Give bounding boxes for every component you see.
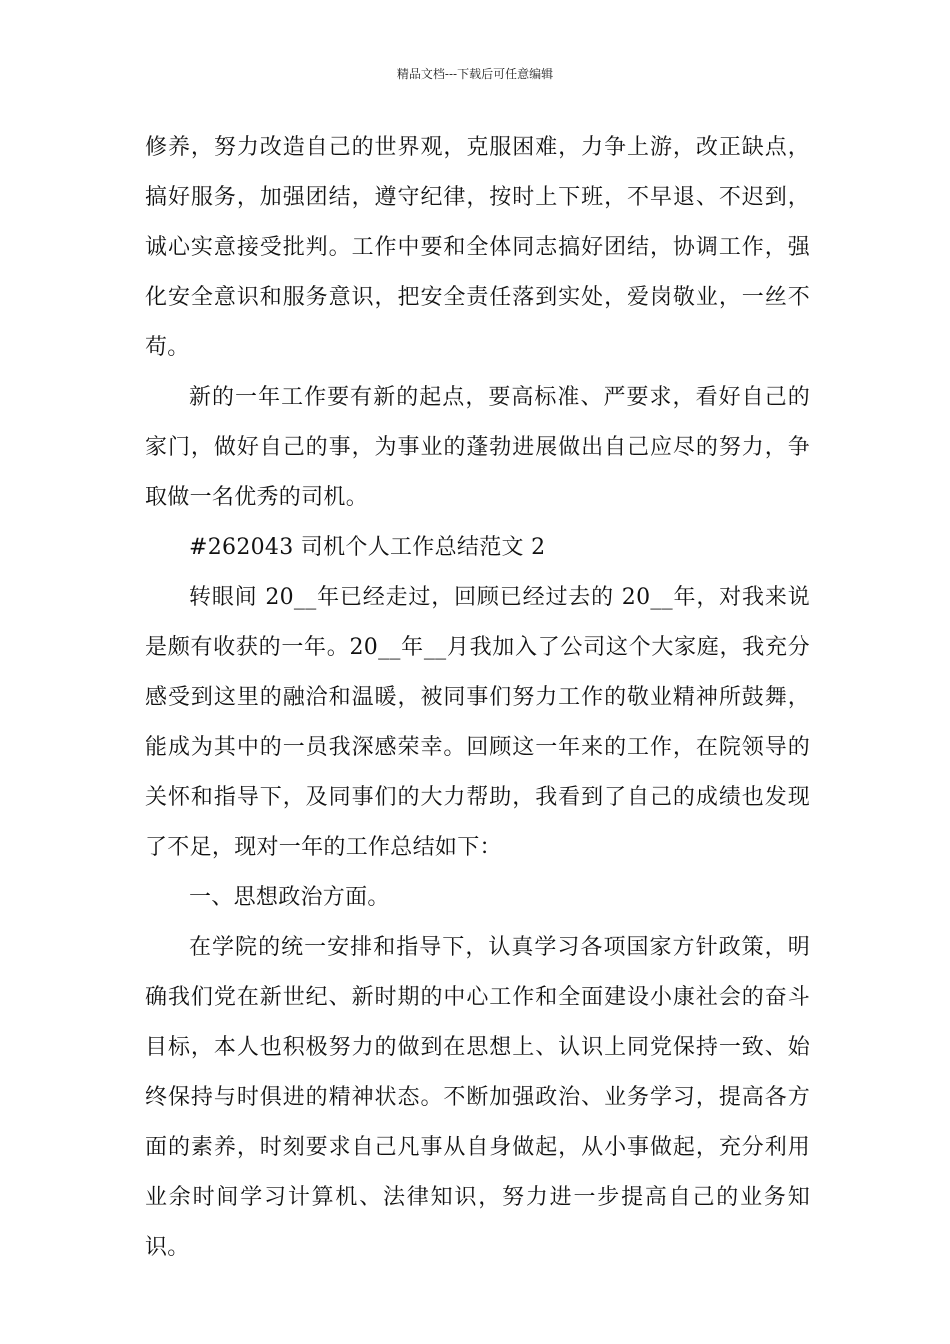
section-title: #262043 司机个人工作总结范文 2 [189,535,546,560]
section-heading-politics: 一、思想政治方面。 [189,885,390,910]
paragraph-continuation: 修养，努力改造自己的世界观，克服困难，力争上游，改正缺点，搞好服务，加强团结，遵守纪律，按时上下班，不早退、不迟到，诚心实意接受批判。工作中要和全体同志搞好团结，协调工作，强化安全意识和服务意识，把安全责任落到实处，爱岗敬业，一丝不苟。 [145,135,810,360]
paragraph-intro: 转眼间 20__年已经走过，回顾已经过去的 20__年，对我来说是颇有收获的一年。20__年__月我加入了公司这个大家庭，我充分感受到这里的融洽和温暖，被同事们努力工作的敬业精神所鼓舞，能成为其中的一员我深感荣幸。回顾这一年来的工作，在院领导的关怀和指导下，及同事们的大力帮助，我看到了自己的成绩也发现了不足，现对一年的工作总结如下： [145,585,810,860]
paragraph-new-year: 新的一年工作要有新的起点，要高标准、严要求，看好自己的家门，做好自己的事，为事业的蓬勃进展做出自己应尽的努力，争取做一名优秀的司机。 [145,385,810,510]
paragraph-politics: 在学院的统一安排和指导下，认真学习各项国家方针政策，明确我们党在新世纪、新时期的中心工作和全面建设小康社会的奋斗目标，本人也积极努力的做到在思想上、认识上同党保持一致、始终保持与时俱进的精神状态。不断加强政治、业务学习，提高各方面的素养，时刻要求自己凡事从自身做起，从小事做起，充分利用业余时间学习计算机、法律知识，努力进一步提高自己的业务知识。 [145,935,810,1260]
document-body [145,123,810,1273]
page-header: 精品文档---下载后可任意编辑 [396,67,554,81]
